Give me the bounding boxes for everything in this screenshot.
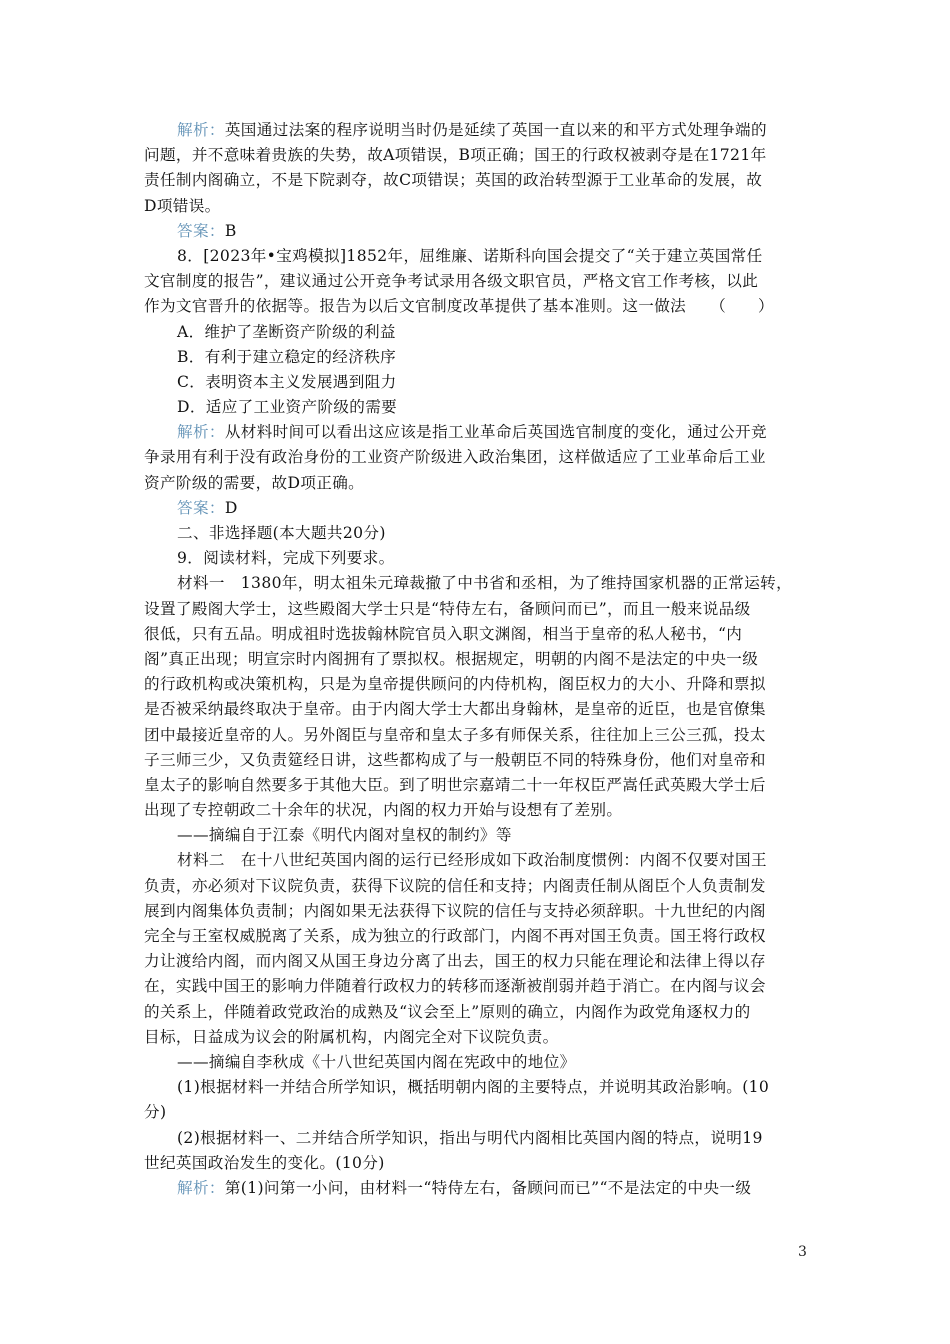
subquestion-2-line-1: (2)根据材料一、二并结合所学知识，指出与明代内阁相比英国内阁的特点，说明19 bbox=[177, 1128, 763, 1147]
q9-analysis-line-1 bbox=[144, 1176, 808, 1201]
answer-value: D bbox=[224, 498, 238, 517]
material1-line: 的行政机构或决策机构，只是为皇帝提供顾问的内侍机构，阁臣权力的大小、升降和票拟 bbox=[144, 675, 766, 694]
subquestion-2-line-2: 世纪英国政治发生的变化。(10分) bbox=[144, 1153, 385, 1172]
material1-line: 是否被采纳最终取决于皇帝。由于内阁大学士大都出身翰林，是皇帝的近臣，也是官僚集 bbox=[144, 700, 766, 719]
material1-source: ——摘编自于江泰《明代内阁对皇权的制约》等 bbox=[177, 826, 512, 845]
q8-stem-line-2: 文官制度的报告”，建议通过公开竞争考试录用各级文职官员，严格文官工作考核，以此 bbox=[144, 272, 759, 291]
q8-answer bbox=[144, 496, 808, 521]
q7-analysis-line-2: 问题，并不意味着贵族的失势，故A项错误，B项正确；国王的行政权被剥夺是在1721年 bbox=[144, 146, 767, 165]
q8-analysis-line-1 bbox=[144, 420, 808, 445]
material2-line: 目标，日益成为议会的附属机构，内阁完全对下议院负责。 bbox=[144, 1027, 559, 1046]
answer-value: B bbox=[224, 221, 237, 240]
q8-stem-line-3: 作为文官晋升的依据等。报告为以后文官制度改革提供了基本准则。这一做法 （ ） bbox=[144, 297, 774, 316]
material2-line: 材料二 在十八世纪英国内阁的运行已经形成如下政治制度惯例：内阁不仅要对国王 bbox=[177, 851, 767, 870]
q8-option-d: D．适应了工业资产阶级的需要 bbox=[177, 398, 398, 417]
q8-option-b: B．有利于建立稳定的经济秩序 bbox=[177, 347, 397, 366]
section-title: 二、非选择题(本大题共20分) bbox=[177, 524, 386, 542]
q7-answer bbox=[144, 219, 808, 244]
analysis-text: 从材料时间可以看出这应该是指工业革命后英国选官制度的变化，通过公开竞 bbox=[224, 423, 767, 442]
material1-line: 材料一 1380年，明太祖朱元璋裁撤了中书省和丞相，为了维持国家机器的正常运转， bbox=[177, 574, 793, 593]
q8-analysis-line-3: 资产阶级的需要，故D项正确。 bbox=[144, 473, 365, 492]
material2-line: 展到内阁集体负责制；内阁如果无法获得下议院的信任与支持必须辞职。十九世纪的内阁 bbox=[144, 901, 766, 920]
answer-label: 答案： bbox=[177, 221, 225, 240]
material2-line: 完全与王室权威脱离了关系，成为独立的行政部门，内阁不再对国王负责。国王将行政权 bbox=[144, 927, 766, 945]
material2-line: 在，实践中国王的影响力伴随着行政权力的转移而逐渐被削弱并趋于消亡。在内阁与议会 bbox=[144, 977, 766, 996]
analysis-label: 解析： bbox=[177, 423, 225, 442]
analysis-label: 解析： bbox=[177, 1178, 225, 1197]
material1-line: 出现了专控朝政二十余年的状况，内阁的权力开始与设想有了差别。 bbox=[144, 801, 623, 820]
material2-line: 负责，亦必须对下议院负责，获得下议院的信任和支持；内阁责任制从阁臣个人负责制发 bbox=[144, 876, 766, 895]
q7-analysis-line-1 bbox=[144, 118, 808, 143]
subquestion-1-line-1: (1)根据材料一并结合所学知识，概括明朝内阁的主要特点，并说明其政治影响。(10 bbox=[177, 1078, 770, 1097]
q7-analysis-line-3: 责任制内阁确立，不是下院剥夺，故C项错误；英国的政治转型源于工业革命的发展，故 bbox=[144, 171, 763, 190]
material2-source: ——摘编自李秋成《十八世纪英国内阁在宪政中的地位》 bbox=[177, 1052, 576, 1071]
material1-line: 团中最接近皇帝的人。另外阁臣与皇帝和皇太子多有师保关系，往往加上三公三孤，投太 bbox=[144, 725, 766, 744]
material1-line: 子三师三少，又负责筵经日讲，这些都构成了与一般朝臣不同的特殊身份，他们对皇帝和 bbox=[144, 750, 766, 769]
material1-line: 设置了殿阁大学士，这些殿阁大学士只是“特侍左右，备顾问而已”，而且一般来说品级 bbox=[144, 599, 751, 618]
q8-option-a: A．维护了垄断资产阶级的利益 bbox=[177, 322, 396, 341]
analysis-label: 解析： bbox=[177, 121, 225, 139]
material1-line: 皇太子的影响自然要多于其他大臣。到了明世宗嘉靖二十一年权臣严嵩任武英殿大学士后 bbox=[144, 775, 766, 794]
page-number: 3 bbox=[798, 1244, 807, 1260]
material1-line: 阁”真正出现；明宣宗时内阁拥有了票拟权。根据规定，明朝的内阁不是法定的中央一级 bbox=[144, 649, 759, 668]
material2-line: 力让渡给内阁，而内阁又从国王身边分离了出去，国王的权力只能在理论和法律上得以存 bbox=[144, 952, 766, 971]
answer-label: 答案： bbox=[177, 498, 225, 517]
material2-line: 的关系上，伴随着政党政治的成熟及“议会至上”原则的确立，内阁作为政党角逐权力的 bbox=[144, 1002, 751, 1021]
q7-analysis-line-4: D项错误。 bbox=[144, 196, 221, 215]
subquestion-1-line-2: 分) bbox=[144, 1103, 167, 1122]
q9-stem: 9．阅读材料，完成下列要求。 bbox=[177, 549, 395, 568]
analysis-text: 英国通过法案的程序说明当时仍是延续了英国一直以来的和平方式处理争端的 bbox=[224, 121, 767, 139]
q8-option-c: C．表明资本主义发展遇到阻力 bbox=[177, 372, 397, 391]
material1-line: 很低，只有五品。明成祖时选拔翰林院官员入职文渊阁，相当于皇帝的私人秘书，“内 bbox=[144, 624, 743, 643]
analysis-text: 第(1)问第一小问，由材料一“特侍左右，备顾问而已”“不是法定的中央一级 bbox=[224, 1178, 752, 1197]
page-content bbox=[144, 118, 808, 1201]
q8-stem-line-1: 8．[2023年•宝鸡模拟]1852年，屈维廉、诺斯科向国会提交了“关于建立英国常任 bbox=[177, 246, 763, 265]
q8-analysis-line-2: 争录用有利于没有政治身份的工业资产阶级进入政治集团，这样做适应了工业革命后工业 bbox=[144, 448, 766, 467]
